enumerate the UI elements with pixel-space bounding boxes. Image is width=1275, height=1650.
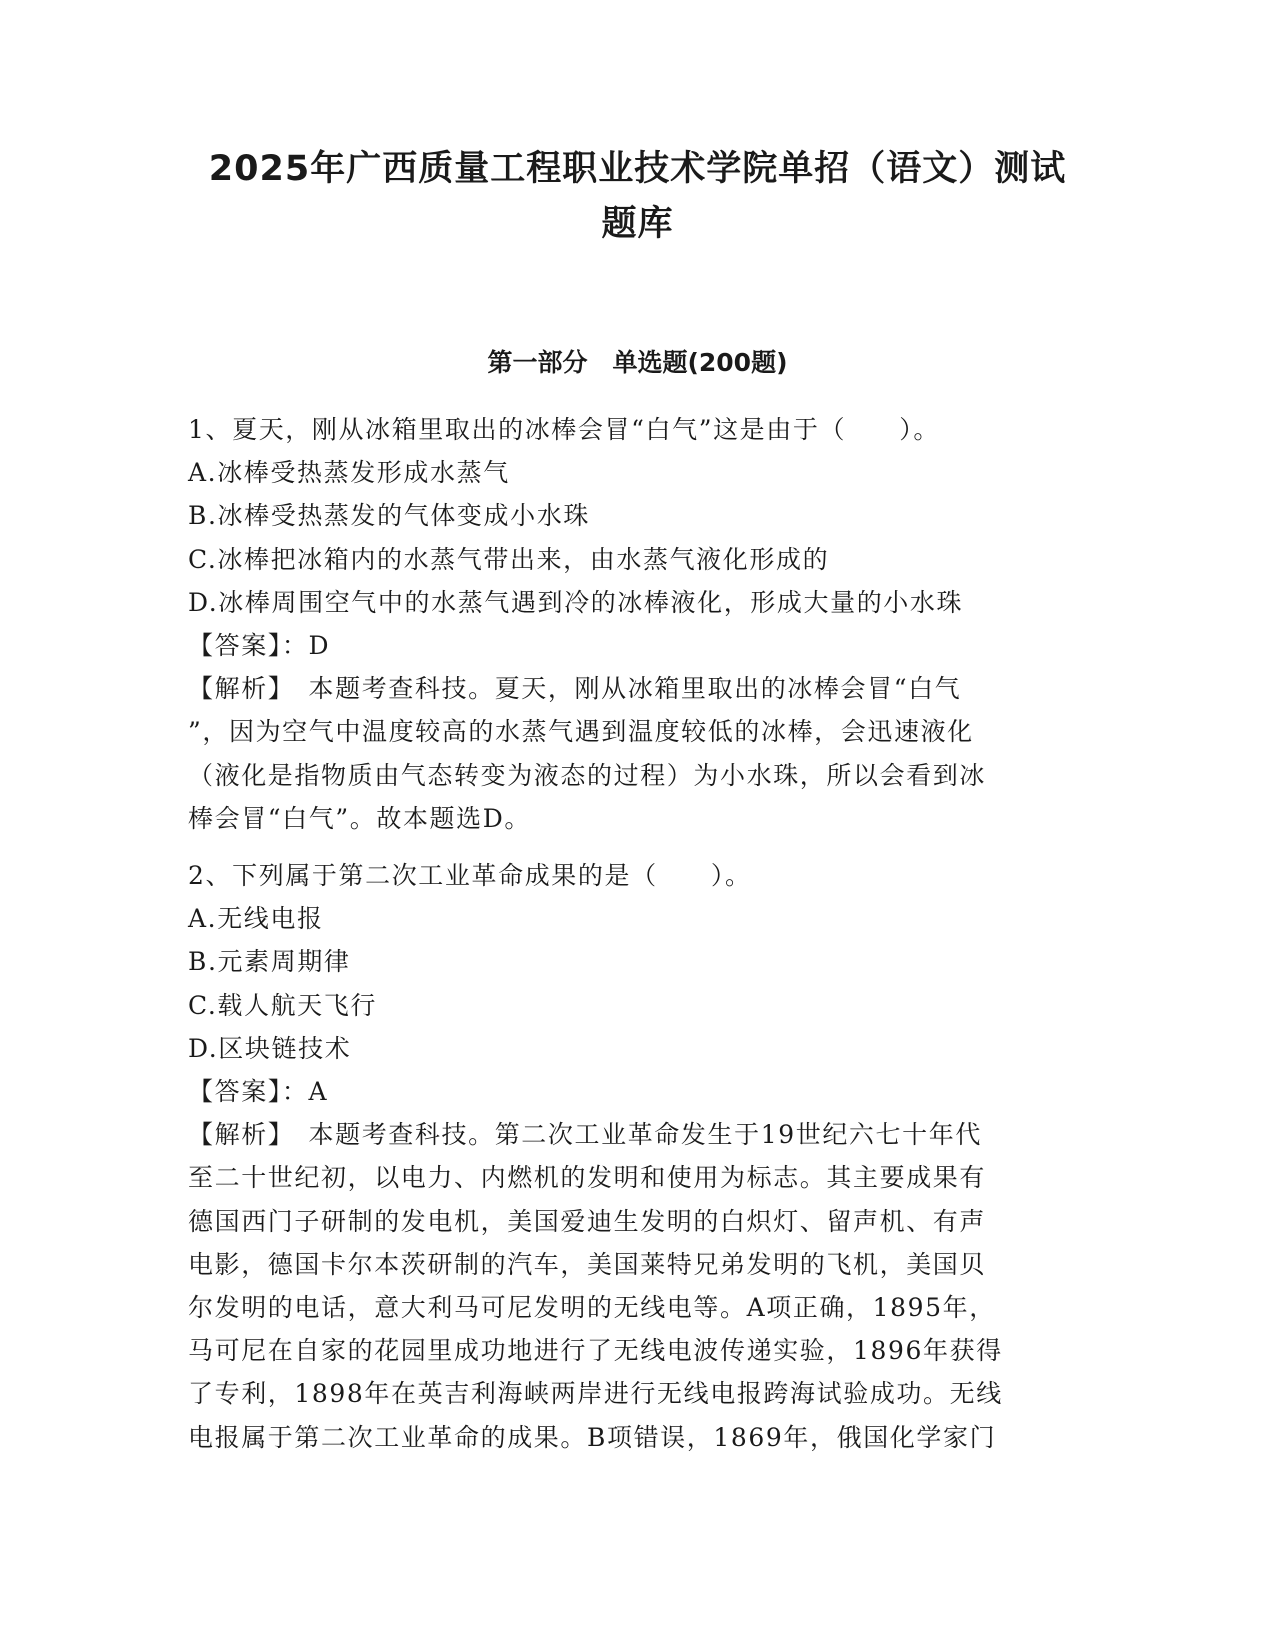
option-c: C.冰棒把冰箱内的水蒸气带出来，由水蒸气液化形成的 [188,544,830,574]
analysis-line: 棒会冒“白气”。故本题选D。 [188,803,532,833]
answer-line: 【答案】：D [188,631,331,661]
option-c: C.载人航天飞行 [188,990,377,1020]
question-item [188,408,1088,840]
analysis-line: 德国西门子研制的发电机，美国爱迪生发明的白炽灯、留声机、有声 [188,1206,987,1236]
analysis-line: 尔发明的电话，意大利马可尼发明的无线电等。A项正确，1895年， [188,1293,996,1323]
analysis-line: 马可尼在自家的花园里成功地进行了无线电波传递实验，1896年获得 [188,1336,1003,1366]
analysis-line: 了专利，1898年在英吉利海峡两岸进行无线电报跨海试验成功。无线 [188,1379,1003,1409]
option-d: D.区块链技术 [188,1033,352,1063]
option-b: B.冰棒受热蒸发的气体变成小水珠 [188,501,590,531]
analysis-line: 电影，德国卡尔本茨研制的汽车，美国莱特兄弟发明的飞机，美国贝 [188,1249,987,1279]
section-heading: 第一部分 单选题(200题) [487,348,788,377]
option-a: A.无线电报 [188,904,324,934]
document-title [160,142,1115,252]
analysis-line: 电报属于第二次工业革命的成果。B项错误，1869年，俄国化学家门 [188,1422,997,1452]
answer-line: 【答案】：A [188,1077,329,1107]
analysis-line: 【解析】 本题考查科技。第二次工业革命发生于19世纪六七十年代 [188,1120,982,1150]
question-list [188,408,1088,1459]
analysis-line: 至二十世纪初，以电力、内燃机的发明和使用为标志。其主要成果有 [188,1163,987,1193]
document-title-line: 2025年广西质量工程职业技术学院单招（语文）测试 [208,149,1067,189]
option-d: D.冰棒周围空气中的水蒸气遇到冷的冰棒液化，形成大量的小水珠 [188,587,964,617]
analysis-line: 【解析】 本题考查科技。夏天，刚从冰箱里取出的冰棒会冒“白气 [188,674,962,704]
option-b: B.元素周期律 [188,947,351,977]
analysis-line: （液化是指物质由气态转变为液态的过程）为小水珠，所以会看到冰 [188,760,987,790]
option-a: A.冰棒受热蒸发形成水蒸气 [188,458,510,488]
question-stem: 1、夏天，刚从冰箱里取出的冰棒会冒“白气”这是由于（ ）。 [188,415,940,444]
question-item [188,854,1088,1459]
question-stem: 2、下列属于第二次工业革命成果的是（ ）。 [188,861,752,891]
document-title-line: 题库 [601,204,674,244]
analysis-line: ”，因为空气中温度较高的水蒸气遇到温度较低的冰棒，会迅速液化 [188,717,974,747]
